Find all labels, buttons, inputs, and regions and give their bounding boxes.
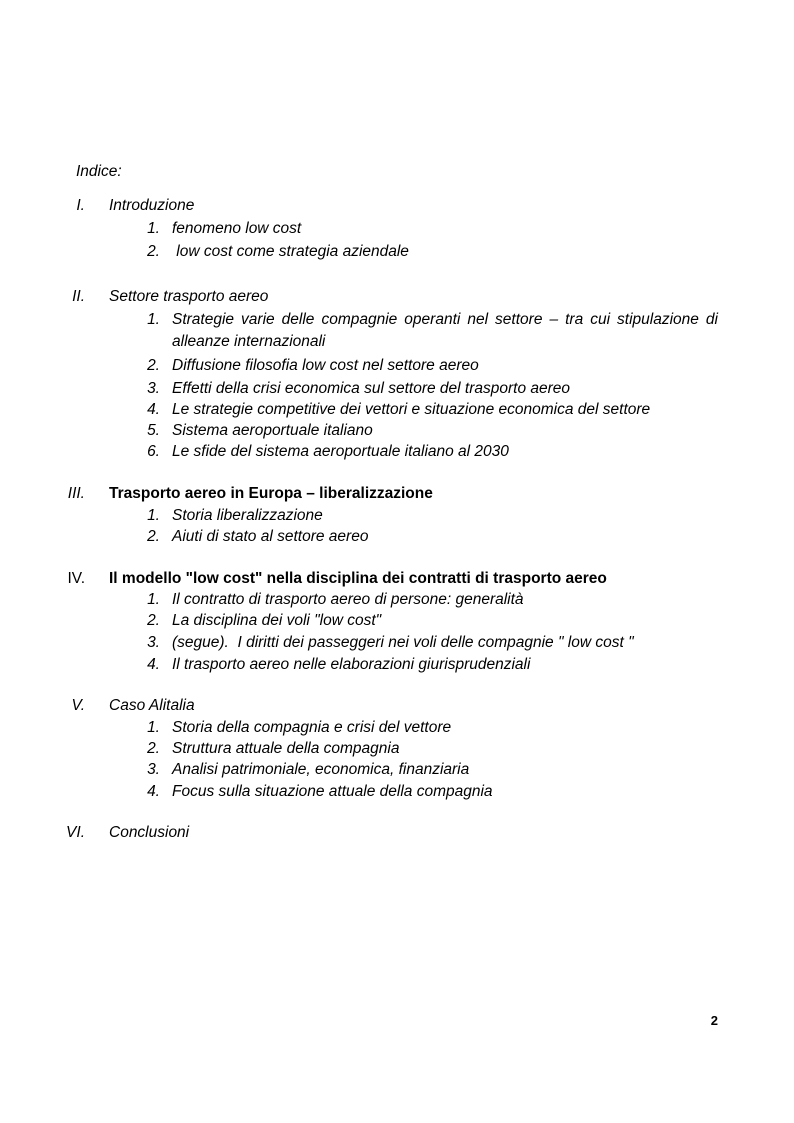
item-text: Strategie varie delle compagnie operanti nel settore – tra cui stipulazione di alleanze internazionali [172,311,718,350]
item-text: Focus sulla situazione attuale della compagnia [172,783,493,800]
section-title: Settore trasporto aereo [109,288,269,305]
item-text: (segue). I diritti dei passeggeri nei voli delle compagnie " low cost " [172,634,634,651]
section-title: Introduzione [109,197,195,214]
item-text: Le strategie competitive dei vettori e situazione economica del settore [172,401,651,418]
item-number: 4. [147,656,160,673]
item-text: Il contratto di trasporto aereo di persone: generalità [172,591,524,608]
item-number: 2. [147,528,160,545]
item-number: 1. [147,220,160,237]
section-title: Trasporto aereo in Europa – liberalizzazione [109,485,433,502]
item-number: 3. [147,380,160,397]
item-text: Storia della compagnia e crisi del vettore [172,719,452,736]
item-text: Struttura attuale della compagnia [172,740,400,757]
item-number: 4. [147,783,160,800]
item-number: 2. [147,357,160,374]
item-number: 2. [147,243,160,260]
item-text: Analisi patrimoniale, economica, finanziaria [172,761,470,778]
item-text: Storia liberalizzazione [172,507,323,524]
item-number: 3. [147,761,160,778]
section-title: Conclusioni [109,824,190,841]
item-number: 1. [147,311,160,328]
section-numeral: IV. [67,570,85,587]
item-number: 5. [147,422,160,439]
item-number: 4. [147,401,160,418]
item-text: fenomeno low cost [172,220,302,237]
section-numeral: III. [67,485,85,502]
section-numeral: II. [72,288,85,305]
section-title: Il modello "low cost" nella disciplina dei contratti di trasporto aereo [109,570,607,587]
section-numeral: I. [76,197,85,214]
item-number: 1. [147,507,160,524]
item-text: Il trasporto aereo nelle elaborazioni giurisprudenziali [172,656,531,673]
item-number: 6. [147,443,160,460]
section-numeral: VI. [66,824,85,841]
item-text: Effetti della crisi economica sul settore del trasporto aereo [172,380,571,397]
item-number: 3. [147,634,160,651]
item-text: low cost come strategia aziendale [172,243,409,260]
item-number: 2. [147,612,160,629]
section-numeral: V. [71,697,85,714]
item-number: 2. [147,740,160,757]
item-number: 1. [147,719,160,736]
index-title: Indice: [76,163,122,180]
item-text: Aiuti di stato al settore aereo [172,528,369,545]
item-number: 1. [147,591,160,608]
page-number: 2 [710,1013,718,1028]
item-text: La disciplina dei voli "low cost" [172,612,382,629]
section-title: Caso Alitalia [109,697,195,714]
item-text: Sistema aeroportuale italiano [172,422,373,439]
item-text: Diffusione filosofia low cost nel settore aereo [172,357,479,374]
item-text: Le sfide del sistema aeroportuale italiano al 2030 [172,443,509,460]
